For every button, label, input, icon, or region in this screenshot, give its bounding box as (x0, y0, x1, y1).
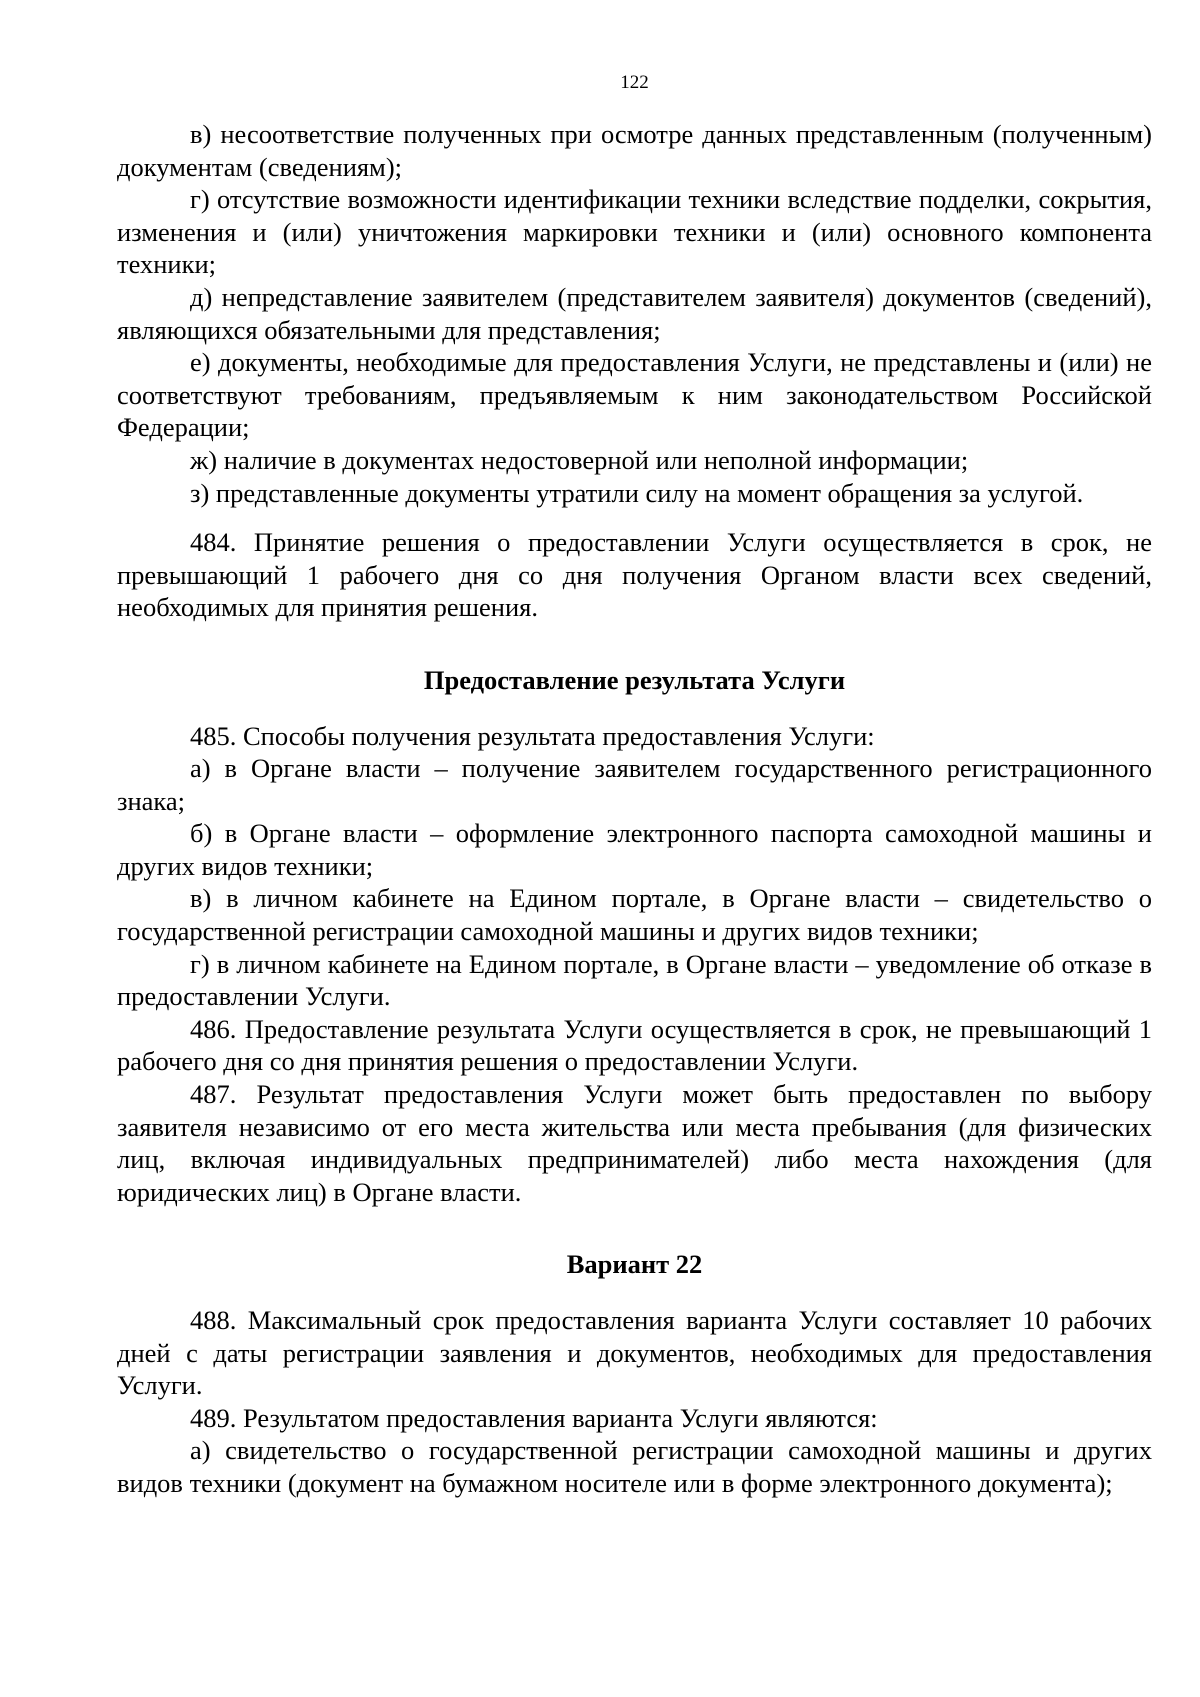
paragraph-485-b: б) в Органе власти – оформление электронного паспорта самоходной машины и других видов техники; (117, 818, 1152, 881)
section-heading-variant: Вариант 22 (566, 1249, 703, 1280)
paragraph-484: 484. Принятие решения о предоставлении Услуги осуществляется в срок, не превышающий 1 рабочего дня со дня получения Органом власти всех сведений, необходимых для принятия решения. (117, 527, 1152, 623)
paragraph-485-g: г) в личном кабинете на Едином портале, в Органе власти – уведомление об отказе в предоставлении Услуги. (117, 948, 1152, 1012)
paragraph-item-v: в) несоответствие полученных при осмотре данных представленным (полученным) документам (сведениям); (117, 119, 1152, 182)
paragraph-485: 485. Способы получения результата предоставления Услуги: (190, 720, 875, 751)
paragraph-item-z: з) представленные документы утратили силу на момент обращения за услугой. (190, 477, 1084, 508)
spacer (117, 697, 1152, 720)
page-number: 122 (620, 72, 649, 93)
paragraph-488: 488. Максимальный срок предоставления варианта Услуги составляет 10 рабочих дней с даты регистрации заявления и документов, необходимых для предоставления Услуги. (117, 1305, 1152, 1401)
spacer (117, 1208, 1152, 1248)
paragraph-485-a: а) в Органе власти – получение заявителем государственного регистрационного знака; (117, 753, 1152, 816)
paragraph-485-v: в) в личном кабинете на Едином портале, в Органе власти – свидетельство о государственной регистрации самоходной машины и других видов техники; (117, 883, 1152, 947)
spacer (117, 624, 1152, 664)
document-page (117, 0, 1152, 1697)
paragraph-item-d: д) непредставление заявителем (представителем заявителя) документов (сведений), являющихся обязательными для представления; (117, 281, 1152, 345)
paragraph-487: 487. Результат предоставления Услуги может быть предоставлен по выбору заявителя независимо от его места жительства или места пребывания (для физических лиц, включая индивидуальных предпринимателей) либо места нахождения (для юридических лиц) в Органе власти. (117, 1079, 1152, 1207)
spacer (117, 509, 1152, 526)
paragraph-item-g: г) отсутствие возможности идентификации техники вследствие подделки, сокрытия, изменения и (или) уничтожения маркировки техники и (или) основного компонента техники; (117, 184, 1152, 280)
paragraph-486: 486. Предоставление результата Услуги осуществляется в срок, не превышающий 1 рабочего дня со дня принятия решения о предоставлении Услуги. (117, 1013, 1152, 1077)
paragraph-489: 489. Результатом предоставления варианта Услуги являются: (190, 1402, 878, 1433)
section-heading-result: Предоставление результата Услуги (423, 664, 846, 695)
paragraph-item-e: е) документы, необходимые для предоставления Услуги, не представлены и (или) не соответствуют требованиям, предъявляемым к ним законодательством Российской Федерации; (117, 347, 1152, 443)
spacer (117, 1281, 1152, 1304)
paragraph-489-a: а) свидетельство о государственной регистрации самоходной машины и других видов техники (документ на бумажном носителе или в форме электронного документа); (117, 1435, 1152, 1498)
document-body (117, 118, 1152, 1500)
paragraph-item-zh: ж) наличие в документах недостоверной или неполной информации; (190, 444, 969, 475)
